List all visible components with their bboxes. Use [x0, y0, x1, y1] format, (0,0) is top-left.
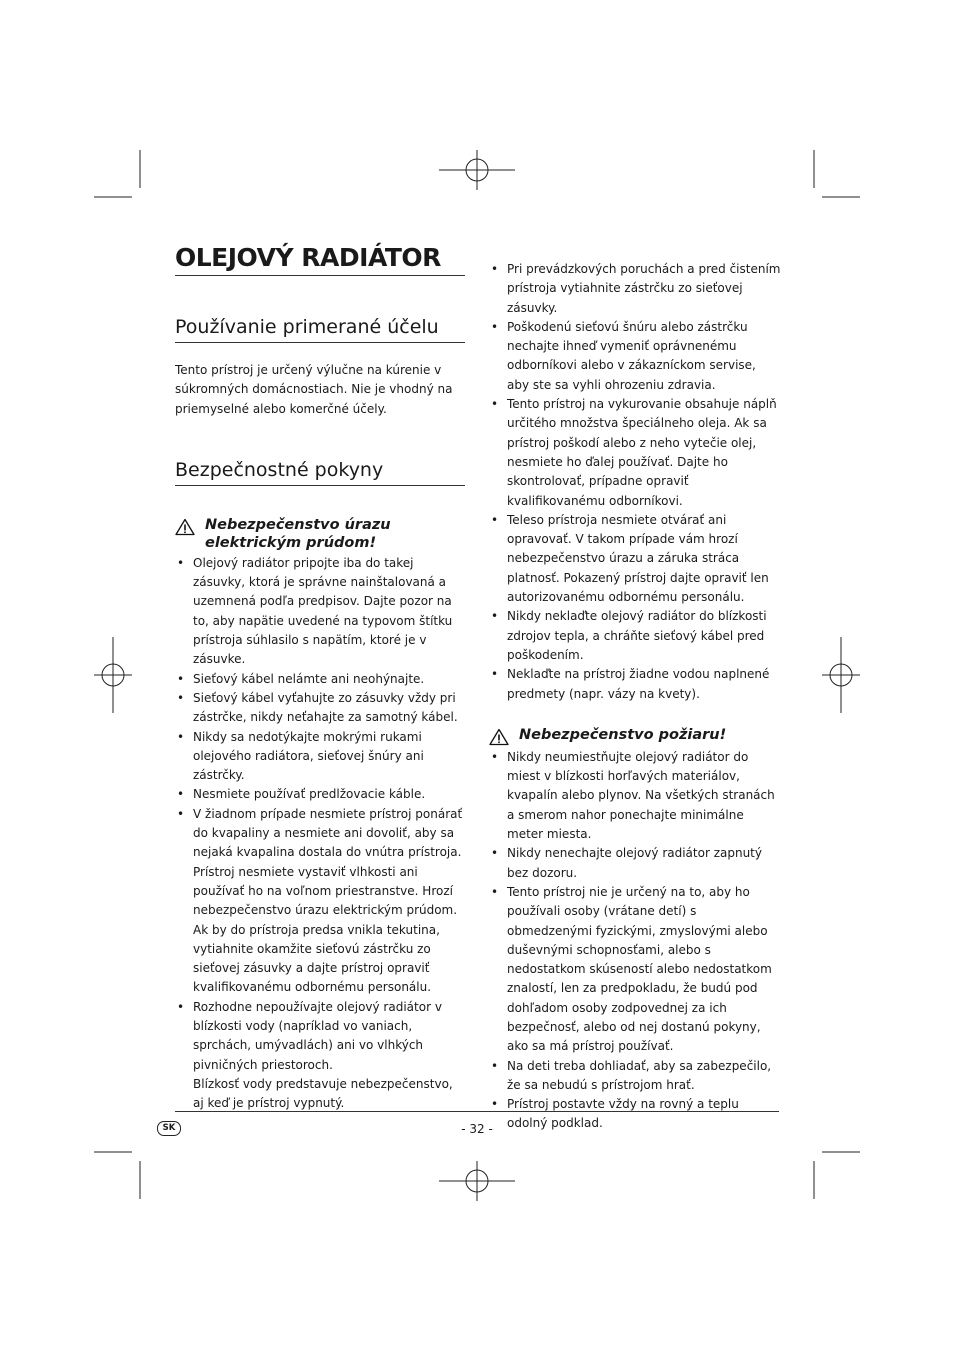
left-column — [175, 243, 465, 1114]
list-item: • Nikdy sa nedotýkajte mokrými rukami olejového radiátora, sieťovej šnúry ani zástrčky. — [175, 728, 465, 786]
list-item: • Neklaďte na prístroj žiadne vodou naplnené predmety (napr. vázy na kvety). — [489, 665, 781, 704]
list-item: • Na deti treba dohliadať, aby sa zabezpečilo, že sa nebudú s prístrojom hrať. — [489, 1057, 781, 1096]
list-item: • Sieťový kábel nelámte ani neohýnajte. — [175, 670, 465, 689]
warning-triangle-icon — [175, 518, 195, 536]
list-item: • Nikdy nenechajte olejový radiátor zapnutý bez dozoru. — [489, 844, 781, 883]
registration-mark-icon — [822, 637, 860, 713]
list-item: • Nikdy neumiestňujte olejový radiátor do miest v blízkosti horľavých materiálov, kvapalín alebo plynov. Na všetkých stranách a smerom nahor ponechajte minimálne meter miesta. — [489, 748, 781, 844]
crop-mark-icon — [94, 150, 140, 197]
list-item: • Pri prevádzkových poruchách a pred čistením prístroja vytiahnite zástrčku zo sieťovej zásuvky. — [489, 260, 781, 318]
list-item: • Nikdy neklaďte olejový radiátor do blízkosti zdrojov tepla, a chráňte sieťový kábel pred poškodením. — [489, 607, 781, 665]
electric-list — [175, 554, 465, 1114]
list-item: • Sieťový kábel vyťahujte zo zásuvky vždy pri zástrčke, nikdy neťahajte za samotný kábel. — [175, 689, 465, 728]
list-item: • Prístroj postavte vždy na rovný a teplu odolný podklad. — [489, 1095, 781, 1134]
list-item: • Nesmiete používať predlžovacie káble. — [175, 785, 465, 804]
fire-list — [489, 748, 781, 1134]
fire-warning-text: Nebezpečenstvo požiaru! — [519, 726, 727, 743]
registration-mark-icon — [94, 637, 132, 713]
registration-mark-icon — [439, 1161, 515, 1201]
list-item: • Tento prístroj na vykurovanie obsahuje náplň určitého množstva špeciálneho oleja. Ak sa prístroj poškodí alebo z neho vytečie olej, nesmiete ho ďalej používať. Dajte ho skontrolovať, prípadne opraviť kvalifikovanému odborníkovi. — [489, 395, 781, 511]
footer-divider — [175, 1111, 779, 1112]
page-number: - 32 - — [461, 1122, 493, 1136]
right-column — [489, 260, 781, 1134]
crop-mark-icon — [94, 1152, 140, 1199]
electric-warning-text: Nebezpečenstvo úrazu elektrickým prúdom! — [205, 516, 391, 551]
fire-warning-heading — [489, 726, 781, 746]
crop-mark-icon — [814, 150, 860, 197]
language-badge: SK — [157, 1121, 181, 1136]
warning-triangle-icon — [489, 728, 509, 746]
registration-mark-icon — [439, 150, 515, 190]
general-safety-list — [489, 260, 781, 704]
electric-warning-heading — [175, 516, 465, 552]
list-item: • Teleso prístroja nesmiete otvárať ani opravovať. V takom prípade vám hrozí nebezpečenstvo úrazu a záruka stráca platnosť. Pokazený prístroj dajte opraviť len autorizovanému odbornému personálu. — [489, 511, 781, 607]
list-item: • Olejový radiátor pripojte iba do takej zásuvky, ktorá je správne nainštalovaná a uzemnená podľa predpisov. Dajte pozor na to, aby napätie uvedené na typovom štítku prístroja súhlasilo s napätím, ktoré je v zásuvke. — [175, 554, 465, 670]
usage-heading: Používanie primerané účelu — [175, 314, 465, 343]
usage-text: Tento prístroj je určený výlučne na kúrenie v súkromných domácnostiach. Nie je vhodný na priemyselné alebo komerčné účely. — [175, 363, 453, 416]
list-item: • Poškodenú sieťovú šnúru alebo zástrčku nechajte ihneď vymeniť oprávnenému odborníkovi alebo v zákazníckom servise, aby ste sa vyhli ohrozeniu zdravia. — [489, 318, 781, 395]
page-title: OLEJOVÝ RADIÁTOR — [175, 243, 465, 276]
crop-mark-icon — [814, 1152, 860, 1199]
list-item: • Rozhodne nepoužívajte olejový radiátor v blízkosti vody (napríklad vo vaniach, sprchách, umývadlách) ani vo vlhkých pivničných priestoroch. Blízkosť vody predstavuje nebezpečenstvo, aj keď je prístroj vypnutý. — [175, 998, 465, 1114]
safety-heading: Bezpečnostné pokyny — [175, 457, 465, 486]
list-item: • Tento prístroj nie je určený na to, aby ho používali osoby (vrátane detí) s obmedzenými fyzickými, zmyslovými alebo duševnými schopnosťami, alebo s nedostatkom skúseností alebo nedostatkom znalostí, len za predpokladu, že budú pod dohľadom osoby zodpovednej za ich bezpečnosť, alebo od nej dostanú pokyny, ako sa má prístroj používať. — [489, 883, 781, 1057]
list-item: • V žiadnom prípade nesmiete prístroj ponárať do kvapaliny a nesmiete ani dovoliť, aby sa nejaká kvapalina dostala do vnútra prístroja. Prístroj nesmiete vystaviť vlhkosti ani používať ho na voľnom priestranstve. Hrozí nebezpečenstvo úrazu elektrickým prúdom. Ak by do prístroja predsa vnikla tekutina, vytiahnite okamžite sieťovú zástrčku zo sieťovej zásuvky a dajte prístroj opraviť kvalifikovanému odbornému personálu. — [175, 805, 465, 998]
